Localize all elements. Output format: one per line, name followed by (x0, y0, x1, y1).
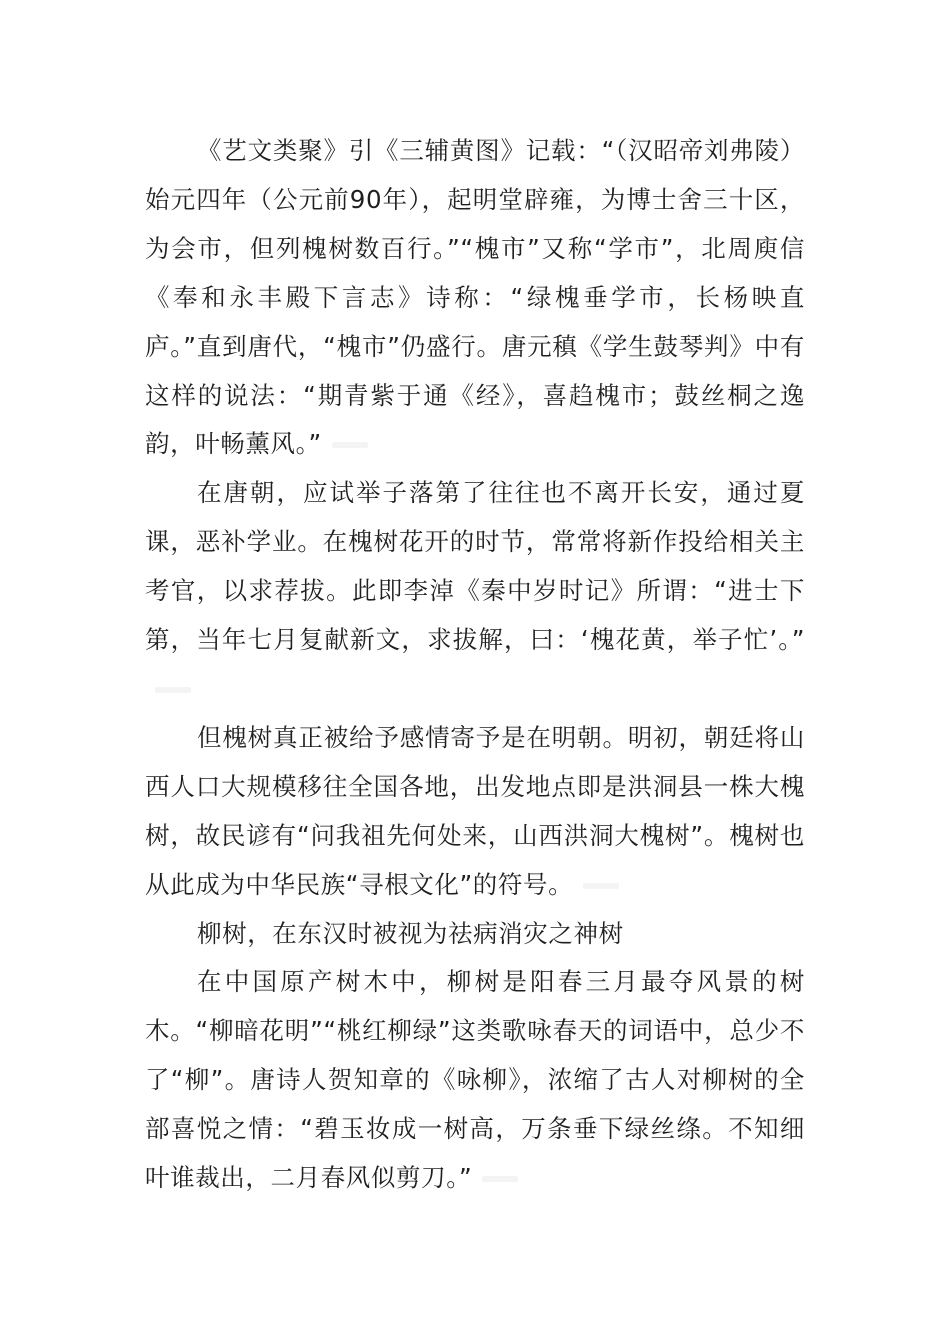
faint-watermark-mark (482, 1176, 518, 1182)
section-heading-text: 柳树，在东汉时被视为祛病消灾之神树 (197, 918, 624, 948)
paragraph-text: 在唐朝，应试举子落第了往往也不离开长安，通过夏课，恶补学业。在槐树花开的时节，常常将新作投给相关主考官，以求荐拔。此即李淖《秦中岁时记》所谓：“进士下第，当年七月复献新文，求拔解，曰：‘槐花黄，举子忙’。” (145, 478, 805, 655)
paragraph (145, 127, 805, 469)
faint-watermark-mark (583, 883, 619, 889)
paragraph-text: 在中国原产树木中，柳树是阳春三月最夺风景的树木。“柳暗花明”“桃红柳绿”这类歌咏春天的词语中，总少不了“柳”。唐诗人贺知章的《咏柳》，浓缩了古人对柳树的全部喜悦之情：“碧玉妆成一树高，万条垂下绿丝绦。不知细叶谁裁出，二月春风似剪刀。” (145, 967, 805, 1193)
section-heading (145, 910, 805, 959)
paragraph (145, 469, 805, 714)
faint-watermark-mark (332, 442, 368, 448)
paragraph-text: 但槐树真正被给予感情寄予是在明朝。明初，朝廷将山西人口大规模移往全国各地，出发地点即是洪洞县一株大槐树，故民谚有“问我祖先何处来，山西洪洞大槐树”。槐树也从此成为中华民族“寻根文化”的符号。 (145, 722, 805, 899)
paragraph-text: 《艺文类聚》引《三辅黄图》记载：“（汉昭帝刘弗陵）始元四年（公元前90年），起明堂辟雍，为博士舍三十区，为会市，但列槐树数百行。”“槐市”又称“学市”，北周庾信《奉和永丰殿下言志》诗称：“绿槐垂学市，长杨映直庐。”直到唐代，“槐市”仍盛行。唐元稹《学生鼓琴判》中有这样的说法：“期青紫于通《经》，喜趋槐市；鼓丝桐之逸韵，叶畅薰风。” (145, 136, 805, 459)
paragraph (145, 714, 805, 910)
paragraph (145, 958, 805, 1203)
faint-watermark-mark (155, 687, 191, 693)
document-body (145, 127, 805, 1203)
